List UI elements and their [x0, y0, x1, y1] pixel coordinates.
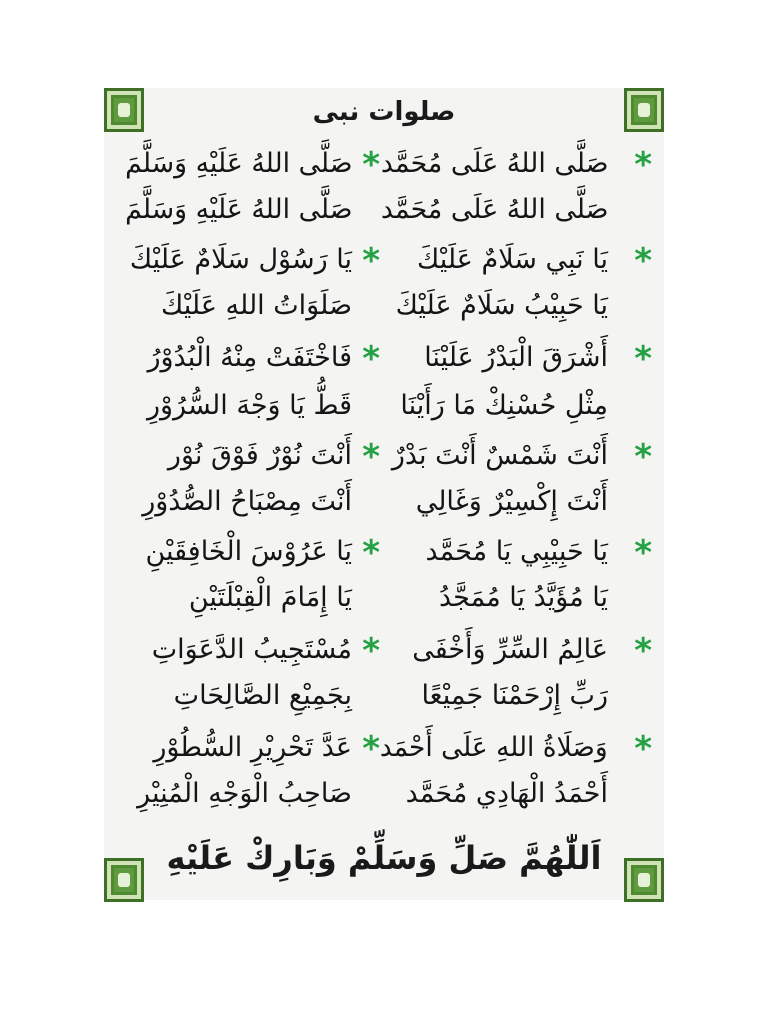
verse-first-hemistich: وَصَلَاةُ اللهِ عَلَى أَحْمَد — [380, 732, 608, 763]
verse-row — [120, 432, 652, 480]
verse-second-hemistich: فَاخْتَفَتْ مِنْهُ الْبُدُوْرُ — [147, 342, 352, 373]
closing-line: اَللّٰهُمَّ صَلِّ وَسَلِّمْ وَبَارِكْ عَلَيْهِ — [166, 839, 602, 877]
star-icon: * — [634, 533, 652, 573]
verse-first-hemistich: أَشْرَقَ الْبَدْرُ عَلَيْنَا — [424, 342, 608, 373]
star-icon: * — [634, 339, 652, 379]
verse-row — [120, 478, 652, 526]
verse-row — [120, 770, 652, 818]
star-icon: * — [634, 729, 652, 769]
verse-second-hemistich: عَدَّ تَحْرِيْرِ السُّطُوْرِ — [153, 732, 352, 763]
star-icon: * — [634, 437, 652, 477]
star-icon: * — [362, 145, 380, 185]
star-icon: * — [362, 339, 380, 379]
verse-second-hemistich: يَا رَسُوْل سَلَامٌ عَلَيْكَ — [129, 244, 352, 275]
star-icon: * — [634, 241, 652, 281]
verse-second-hemistich: يَا إِمَامَ الْقِبْلَتَيْنِ — [188, 582, 352, 613]
verse-first-hemistich: أَنْتَ إِكْسِيْرٌ وَغَالِي — [415, 486, 608, 517]
verse-second-hemistich: يَا عَرُوْسَ الْخَافِقَيْنِ — [145, 536, 352, 567]
verse-row — [120, 626, 652, 674]
verse-row — [120, 140, 652, 188]
verse-second-hemistich: مُسْتَجِيبُ الدَّعَوَاتِ — [151, 634, 352, 665]
verse-first-hemistich: يَا مُؤَيَّدُ يَا مُمَجَّدُ — [438, 582, 608, 613]
star-icon: * — [362, 437, 380, 477]
star-icon: * — [634, 145, 652, 185]
verse-second-hemistich: صَلَّى اللهُ عَلَيْهِ وَسَلَّمَ — [124, 148, 352, 179]
verse-second-hemistich: صَلَوَاتُ اللهِ عَلَيْكَ — [161, 290, 352, 321]
verse-row — [120, 382, 652, 430]
verse-second-hemistich: بِجَمِيْعِ الصَّالِحَاتِ — [173, 680, 352, 711]
verse-first-hemistich: يَا حَبِيْبُ سَلَامٌ عَلَيْكَ — [395, 290, 608, 321]
star-icon: * — [362, 241, 380, 281]
verse-row — [120, 186, 652, 234]
verse-first-hemistich: يَا نَبِي سَلَامٌ عَلَيْكَ — [416, 244, 608, 275]
verse-second-hemistich: صَلَّى اللهُ عَلَيْهِ وَسَلَّمَ — [124, 194, 352, 225]
verse-second-hemistich: صَاحِبُ الْوَجْهِ الْمُنِيْرِ — [137, 778, 352, 809]
page-title: صلوات نبی — [312, 97, 456, 127]
verse-row — [120, 236, 652, 284]
verse-first-hemistich: أَحْمَدُ الْهَادِي مُحَمَّد — [405, 778, 608, 809]
star-icon: * — [362, 533, 380, 573]
verse-first-hemistich: صَلَّى اللهُ عَلَى مُحَمَّد — [380, 148, 608, 179]
verse-first-hemistich: رَبِّ إِرْحَمْنَا جَمِيْعًا — [421, 680, 608, 711]
verse-first-hemistich: صَلَّى اللهُ عَلَى مُحَمَّد — [380, 194, 608, 225]
star-icon: * — [362, 631, 380, 671]
verse-row — [120, 574, 652, 622]
star-icon: * — [634, 631, 652, 671]
verse-second-hemistich: قَطُّ يَا وَجْهَ السُّرُوْرِ — [146, 390, 352, 421]
verse-row — [120, 334, 652, 382]
verse-row — [120, 282, 652, 330]
star-icon: * — [362, 729, 380, 769]
verse-second-hemistich: أَنْتَ مِصْبَاحُ الصُّدُوْرِ — [142, 486, 352, 517]
verse-first-hemistich: مِثْلِ حُسْنِكْ مَا رَأَيْنَا — [400, 390, 608, 421]
verse-first-hemistich: يَا حَبِيْبِي يَا مُحَمَّد — [425, 536, 608, 567]
verse-first-hemistich: أَنْتَ شَمْسٌ أَنْتَ بَدْرٌ — [391, 440, 608, 471]
verse-row — [120, 724, 652, 772]
verse-row — [120, 672, 652, 720]
verse-row — [120, 528, 652, 576]
verse-first-hemistich: عَالِمُ السِّرِّ وَأَخْفَى — [412, 634, 608, 665]
verse-second-hemistich: أَنْتَ نُوْرٌ فَوْقَ نُوْر — [167, 440, 352, 471]
